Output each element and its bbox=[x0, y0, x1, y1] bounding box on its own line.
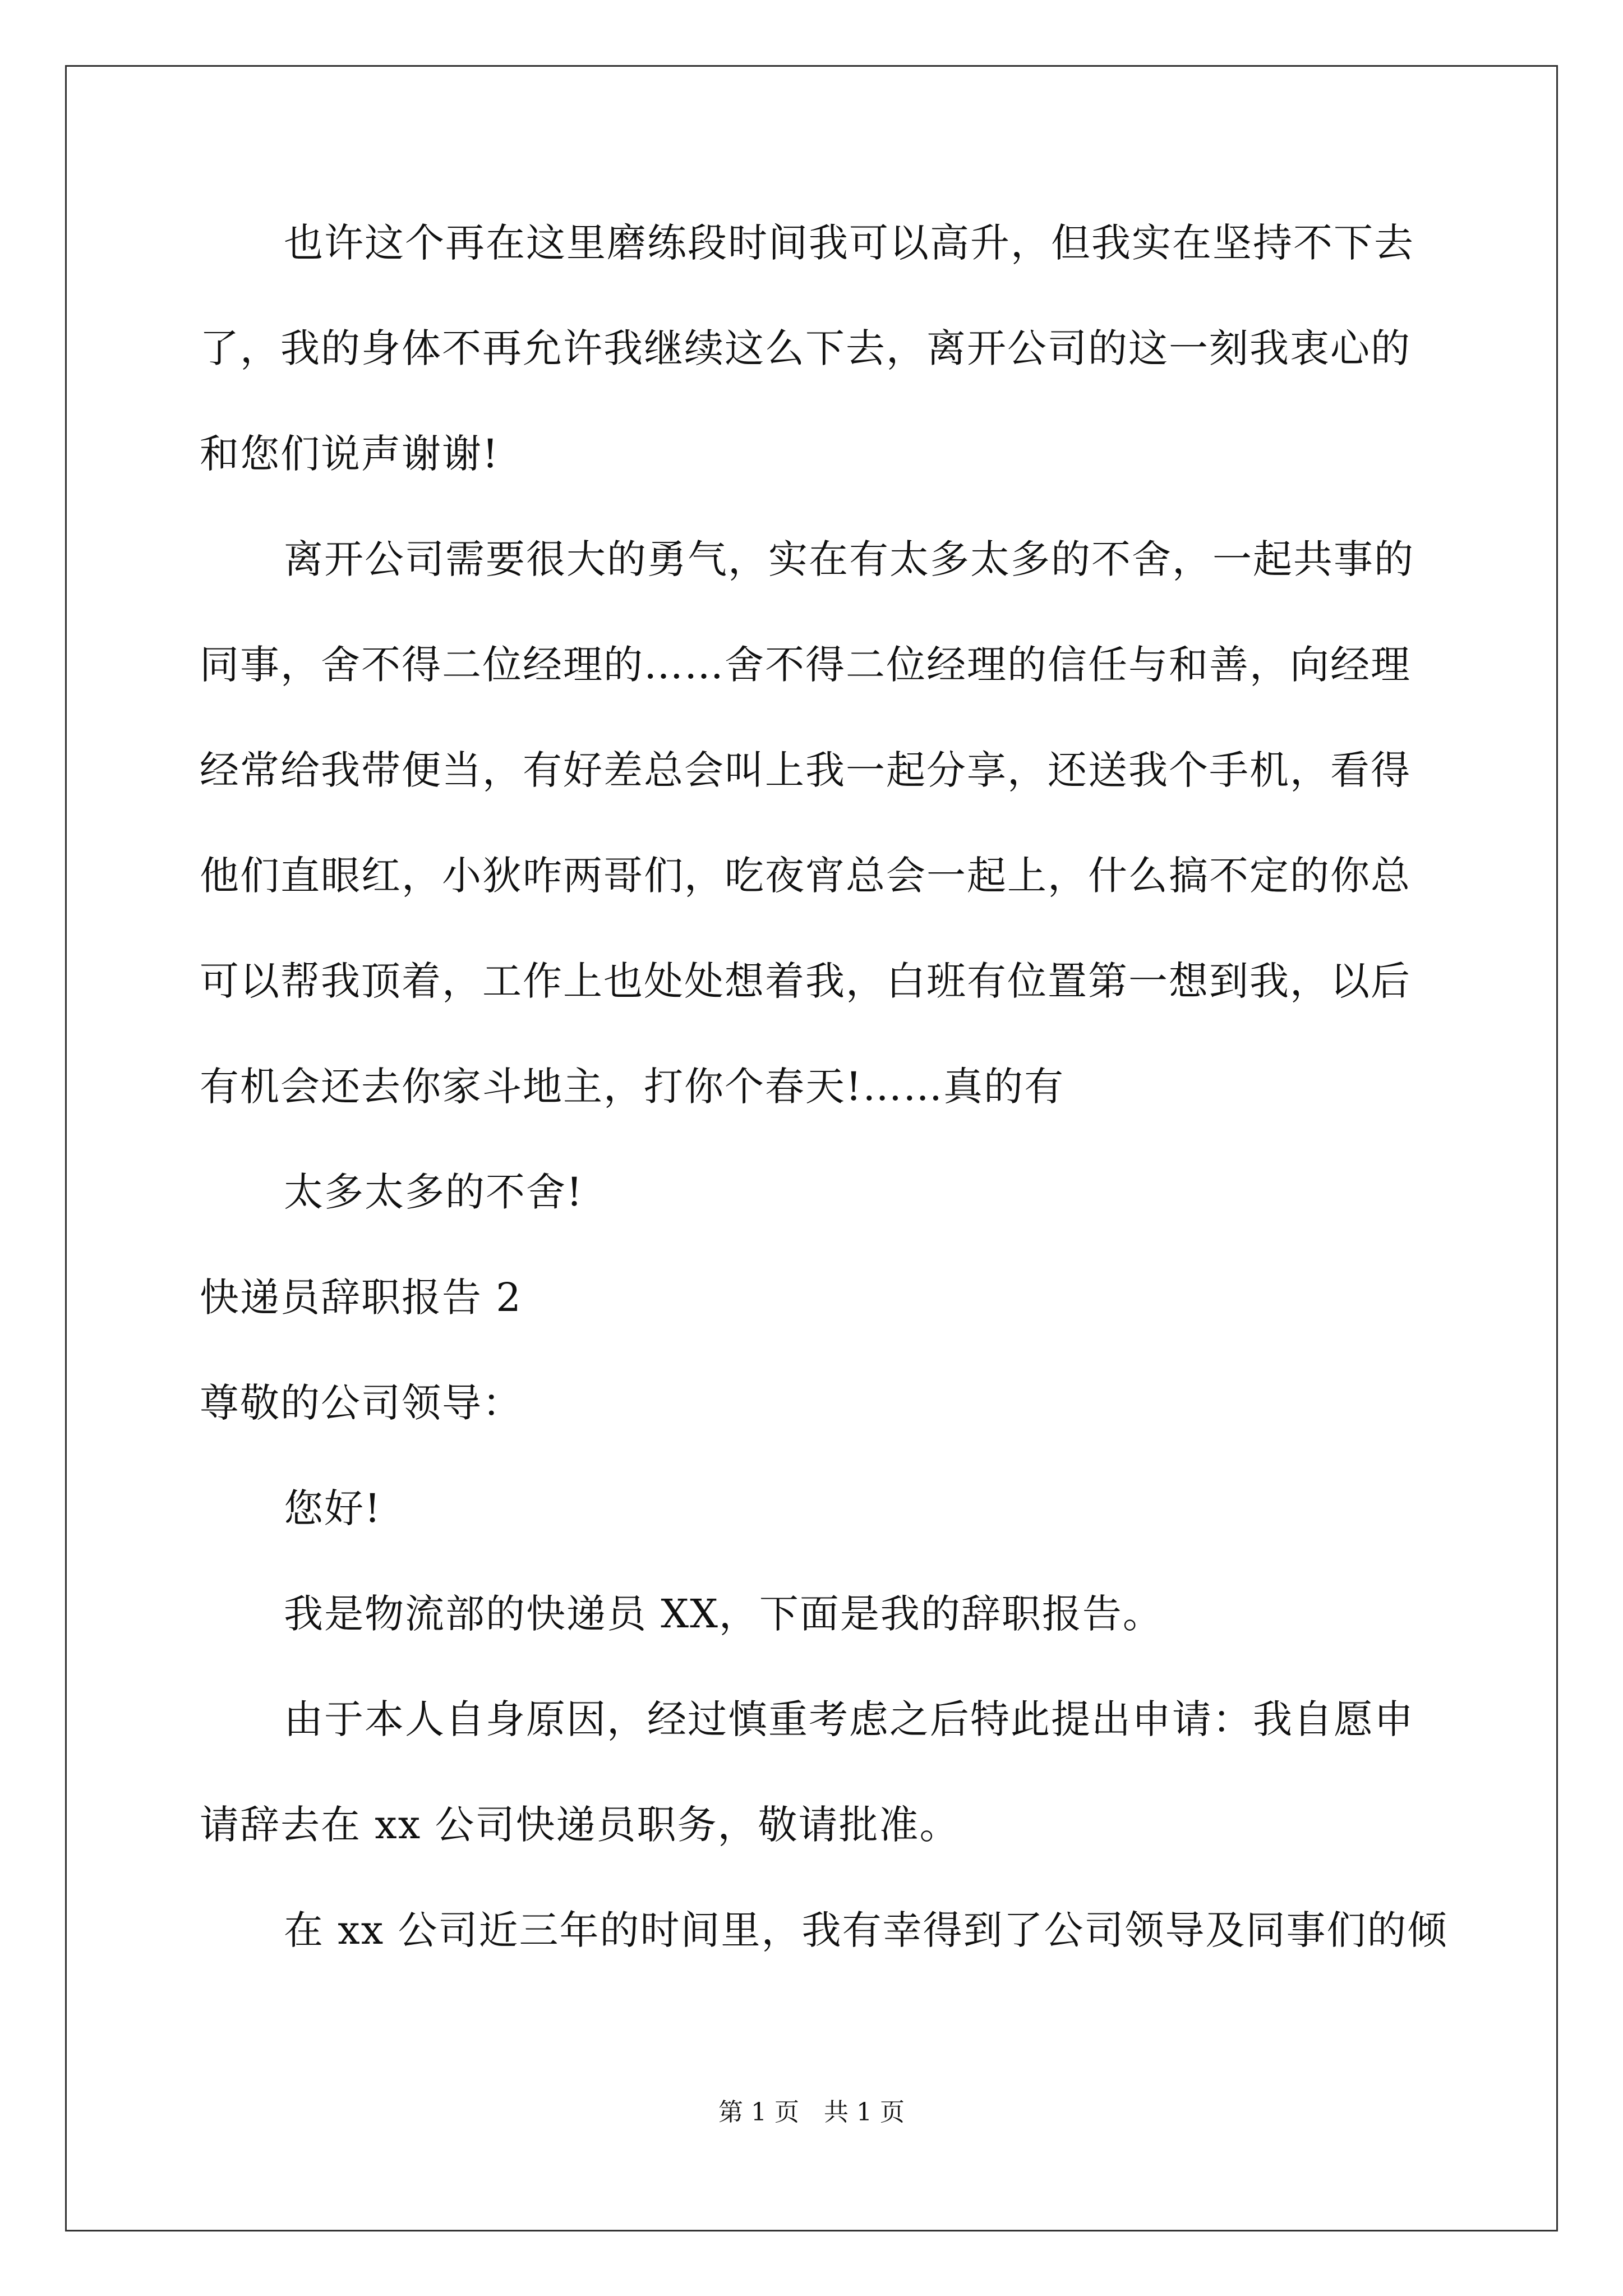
paragraph-line: 由于本人自身原因，经过慎重考虑之后特此提出申请：我自愿申 bbox=[284, 1696, 1414, 1742]
page-number-footer: 第 1 页 共 1 页 bbox=[718, 2098, 905, 2127]
paragraph-line: 他们直眼红，小狄咋两哥们，吃夜宵总会一起上，什么搞不定的你总 bbox=[200, 853, 1411, 899]
paragraph-line: 离开公司需要很大的勇气，实在有太多太多的不舍，一起共事的 bbox=[284, 536, 1414, 582]
salutation: 尊敬的公司领导： bbox=[200, 1380, 523, 1426]
paragraph-line: 请辞去在 xx 公司快递员职务，敬请批准。 bbox=[200, 1802, 960, 1848]
paragraph-line: 了，我的身体不再允许我继续这么下去，离开公司的这一刻我衷心的 bbox=[200, 325, 1411, 371]
paragraph-line: 可以帮我顶着，工作上也处处想着我，白班有位置第一想到我，以后 bbox=[200, 958, 1411, 1004]
paragraph-line: 我是物流部的快递员 XX，下面是我的辞职报告。 bbox=[284, 1591, 1163, 1637]
paragraph-line: 经常给我带便当，有好差总会叫上我一起分享，还送我个手机，看得 bbox=[200, 747, 1411, 793]
paragraph-line: 和您们说声谢谢! bbox=[200, 431, 500, 477]
section-heading: 快递员辞职报告 2 bbox=[200, 1274, 522, 1320]
paragraph-line: 在 xx 公司近三年的时间里，我有幸得到了公司领导及同事们的倾 bbox=[284, 1907, 1448, 1953]
paragraph-line: 太多太多的不舍! bbox=[284, 1169, 584, 1215]
paragraph-line: 同事，舍不得二位经理的……舍不得二位经理的信任与和善，向经理 bbox=[200, 642, 1411, 688]
greeting: 您好! bbox=[284, 1485, 382, 1531]
paragraph-line: 有机会还去你家斗地主，打你个春天!……真的有 bbox=[200, 1064, 1065, 1110]
paragraph-line: 也许这个再在这里磨练段时间我可以高升，但我实在坚持不下去 bbox=[284, 220, 1414, 266]
